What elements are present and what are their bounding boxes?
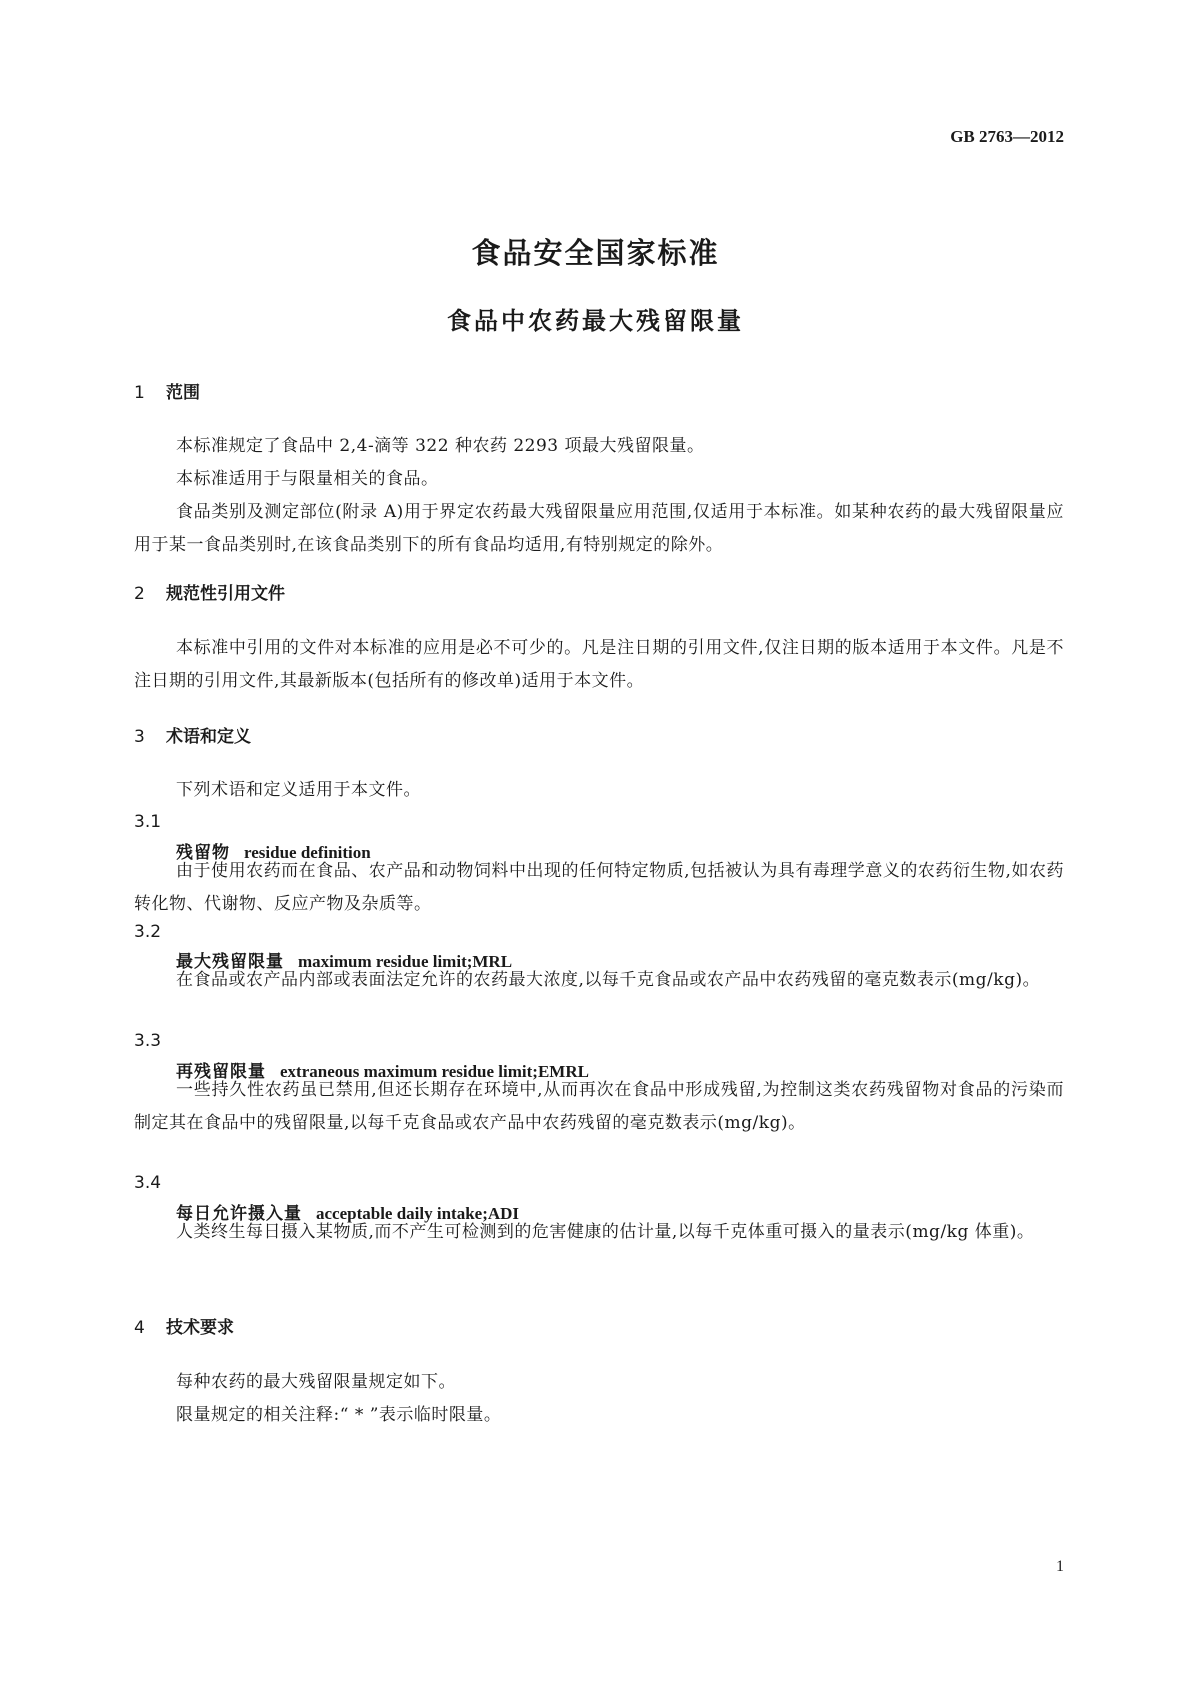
section-1-heading	[134, 378, 200, 403]
paragraph: 本标准规定了食品中 2,4-滴等 322 种农药 2293 项最大残留限量。	[176, 436, 705, 456]
paragraph: 本标准中引用的文件对本标准的应用是必不可少的。凡是注日期的引用文件,仅注日期的版本适用于本文件。凡是不注日期的引用文件,其最新版本(包括所有的修改单)适用于本文件。	[134, 638, 1064, 691]
section-number: 3	[134, 727, 145, 747]
term-definition: 人类终生每日摄入某物质,而不产生可检测到的危害健康的估计量,以每千克体重可摄入的量表示(mg/kg 体重)。	[176, 1222, 1035, 1242]
section-2-heading	[134, 579, 285, 604]
clause-number: 3.2	[134, 922, 162, 942]
term-zh: 再残留限量	[176, 1062, 266, 1082]
clause-number: 3.4	[134, 1173, 162, 1193]
section-title: 规范性引用文件	[166, 584, 285, 604]
document-subtitle: 食品中农药最大残留限量	[447, 307, 744, 335]
clause-number: 3.1	[134, 812, 162, 832]
term-definition: 一些持久性农药虽已禁用,但还长期存在环境中,从而再次在食品中形成残留,为控制这类农药残留物对食品的污染而制定其在食品中的残留限量,以每千克食品或农产品中农药残留的毫克数表示(mg/kg)。	[134, 1080, 1064, 1133]
term-en: acceptable daily intake;ADI	[316, 1204, 520, 1223]
section-title: 术语和定义	[166, 727, 251, 747]
section-title: 技术要求	[166, 1318, 234, 1338]
clause-number: 3.3	[134, 1031, 162, 1051]
term-zh: 最大残留限量	[176, 952, 284, 972]
section-title: 范围	[166, 383, 200, 403]
section-3-heading	[134, 722, 251, 747]
paragraph: 每种农药的最大残留限量规定如下。	[176, 1372, 456, 1392]
term-en: maximum residue limit;MRL	[298, 952, 513, 971]
term-definition: 由于使用农药而在食品、农产品和动物饲料中出现的任何特定物质,包括被认为具有毒理学意义的农药衍生物,如农药转化物、代谢物、反应产物及杂质等。	[134, 861, 1064, 914]
paragraph: 食品类别及测定部位(附录 A)用于界定农药最大残留限量应用范围,仅适用于本标准。如某种农药的最大残留限量应用于某一食品类别时,在该食品类别下的所有食品均适用,有特别规定的除外。	[134, 502, 1064, 555]
page-number: 1	[1056, 1558, 1064, 1575]
term-definition: 在食品或农产品内部或表面法定允许的农药最大浓度,以每千克食品或农产品中农药残留的毫克数表示(mg/kg)。	[176, 970, 1041, 990]
term-zh: 每日允许摄入量	[176, 1204, 302, 1224]
paragraph: 本标准适用于与限量相关的食品。	[176, 469, 439, 489]
paragraph: 下列术语和定义适用于本文件。	[176, 780, 421, 800]
section-number: 1	[134, 383, 145, 403]
paragraph: 限量规定的相关注释:“ * ”表示临时限量。	[176, 1405, 502, 1425]
section-number: 2	[134, 584, 145, 604]
standard-number: GB 2763—2012	[950, 127, 1064, 146]
term-zh: 残留物	[176, 843, 230, 863]
section-number: 4	[134, 1318, 145, 1338]
document-title: 食品安全国家标准	[471, 236, 720, 270]
section-4-heading	[134, 1313, 234, 1338]
term-en: residue definition	[244, 843, 371, 862]
term-en: extraneous maximum residue limit;EMRL	[280, 1062, 589, 1081]
